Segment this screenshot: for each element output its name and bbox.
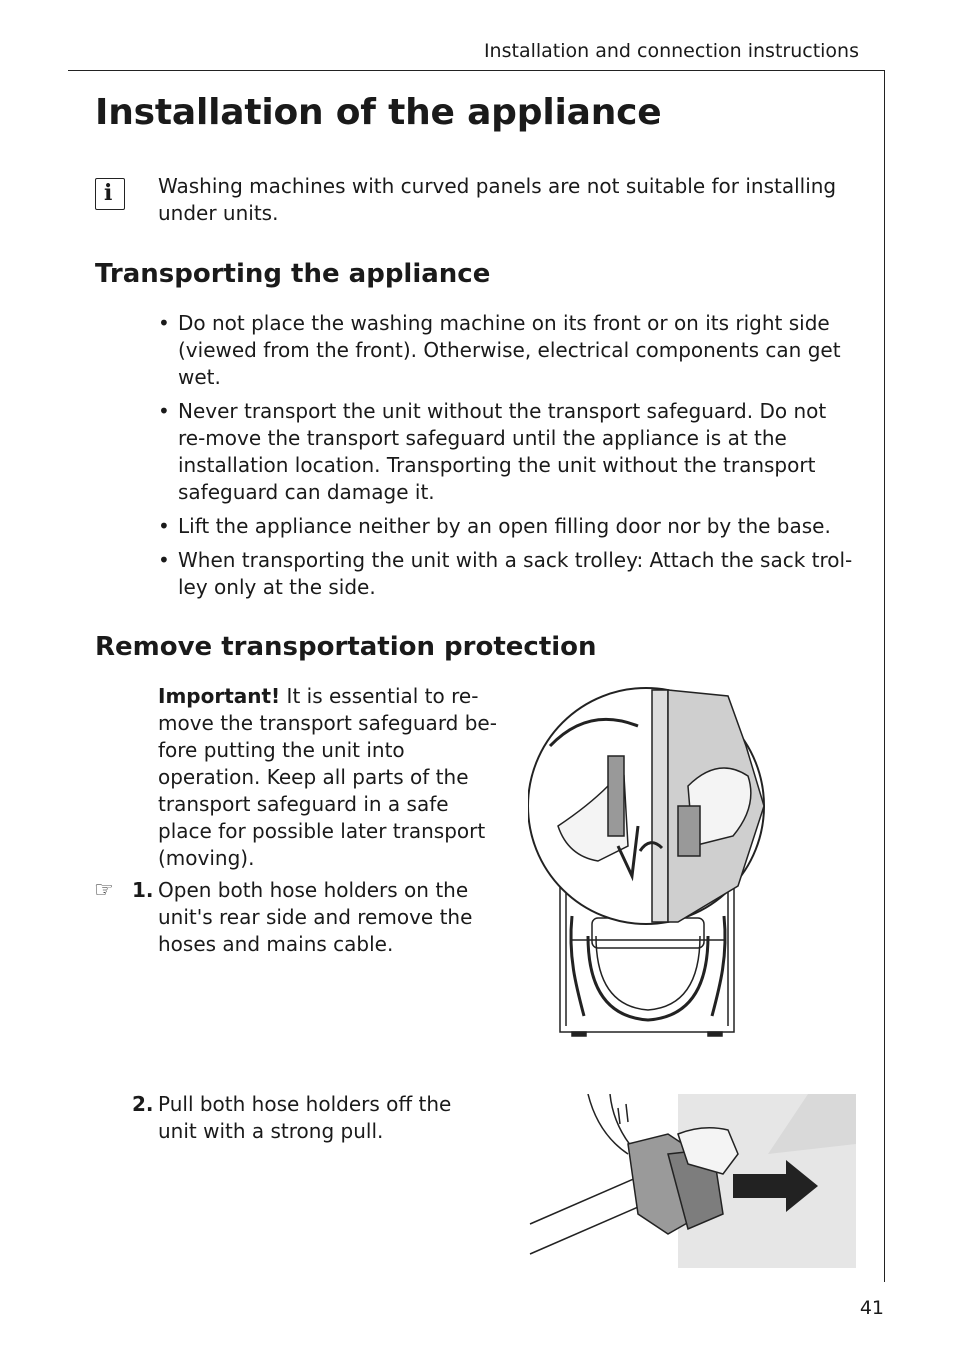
important-note [158, 683, 498, 872]
hose-holder-illustration [528, 686, 768, 1038]
step-number: 1. [132, 878, 154, 902]
step-text: Pull both hose holders off the unit with a strong pull. [158, 1092, 452, 1143]
bullet-text: Do not place the washing machine on its front or on its right side (viewed from the front). Otherwise, electrical components can get wet. [178, 311, 841, 389]
list-item [158, 398, 858, 506]
bullet-dot: • [158, 311, 170, 335]
list-item [158, 310, 858, 391]
step-text: Open both hose holders on the unit's rear side and remove the hoses and mains cable. [158, 878, 473, 956]
bullet-dot: • [158, 399, 170, 423]
running-header: Installation and connection instructions [483, 40, 859, 62]
list-item [158, 513, 858, 540]
step-2 [132, 1091, 478, 1145]
pointing-hand-icon: ☞ [94, 878, 114, 903]
info-icon [95, 178, 125, 210]
header-rule [68, 70, 885, 71]
bullet-dot: • [158, 548, 170, 572]
page-number: 41 [859, 1297, 884, 1319]
important-text: It is essential to re-move the transport safeguard be-fore putting the unit into operation. Keep all parts of the transport safeguard in a safe place for possible later transport (moving). [158, 684, 497, 870]
transport-heading: Transporting the appliance [95, 259, 491, 289]
important-label: Important! [158, 684, 281, 708]
step-1 [132, 877, 498, 958]
list-item [158, 547, 858, 601]
transport-bullet-list [158, 310, 858, 608]
pull-hose-holder-illustration [528, 1094, 856, 1268]
bullet-text: Never transport the unit without the transport safeguard. Do not re-move the transport safeguard until the appliance is at the installation location. Transporting the unit without the transport safeguard can damage it. [178, 399, 827, 504]
bullet-text: When transporting the unit with a sack trolley: Attach the sack trol-ley only at the side. [178, 548, 853, 599]
bullet-dot: • [158, 514, 170, 538]
info-glyph: i [104, 180, 113, 206]
margin-rule [884, 70, 885, 1282]
page-title: Installation of the appliance [95, 92, 662, 133]
info-note-text: Washing machines with curved panels are not suitable for installing under units. [158, 174, 837, 225]
bullet-text: Lift the appliance neither by an open filling door nor by the base. [178, 514, 831, 538]
step-number: 2. [132, 1092, 154, 1116]
remove-heading: Remove transportation protection [95, 632, 597, 662]
